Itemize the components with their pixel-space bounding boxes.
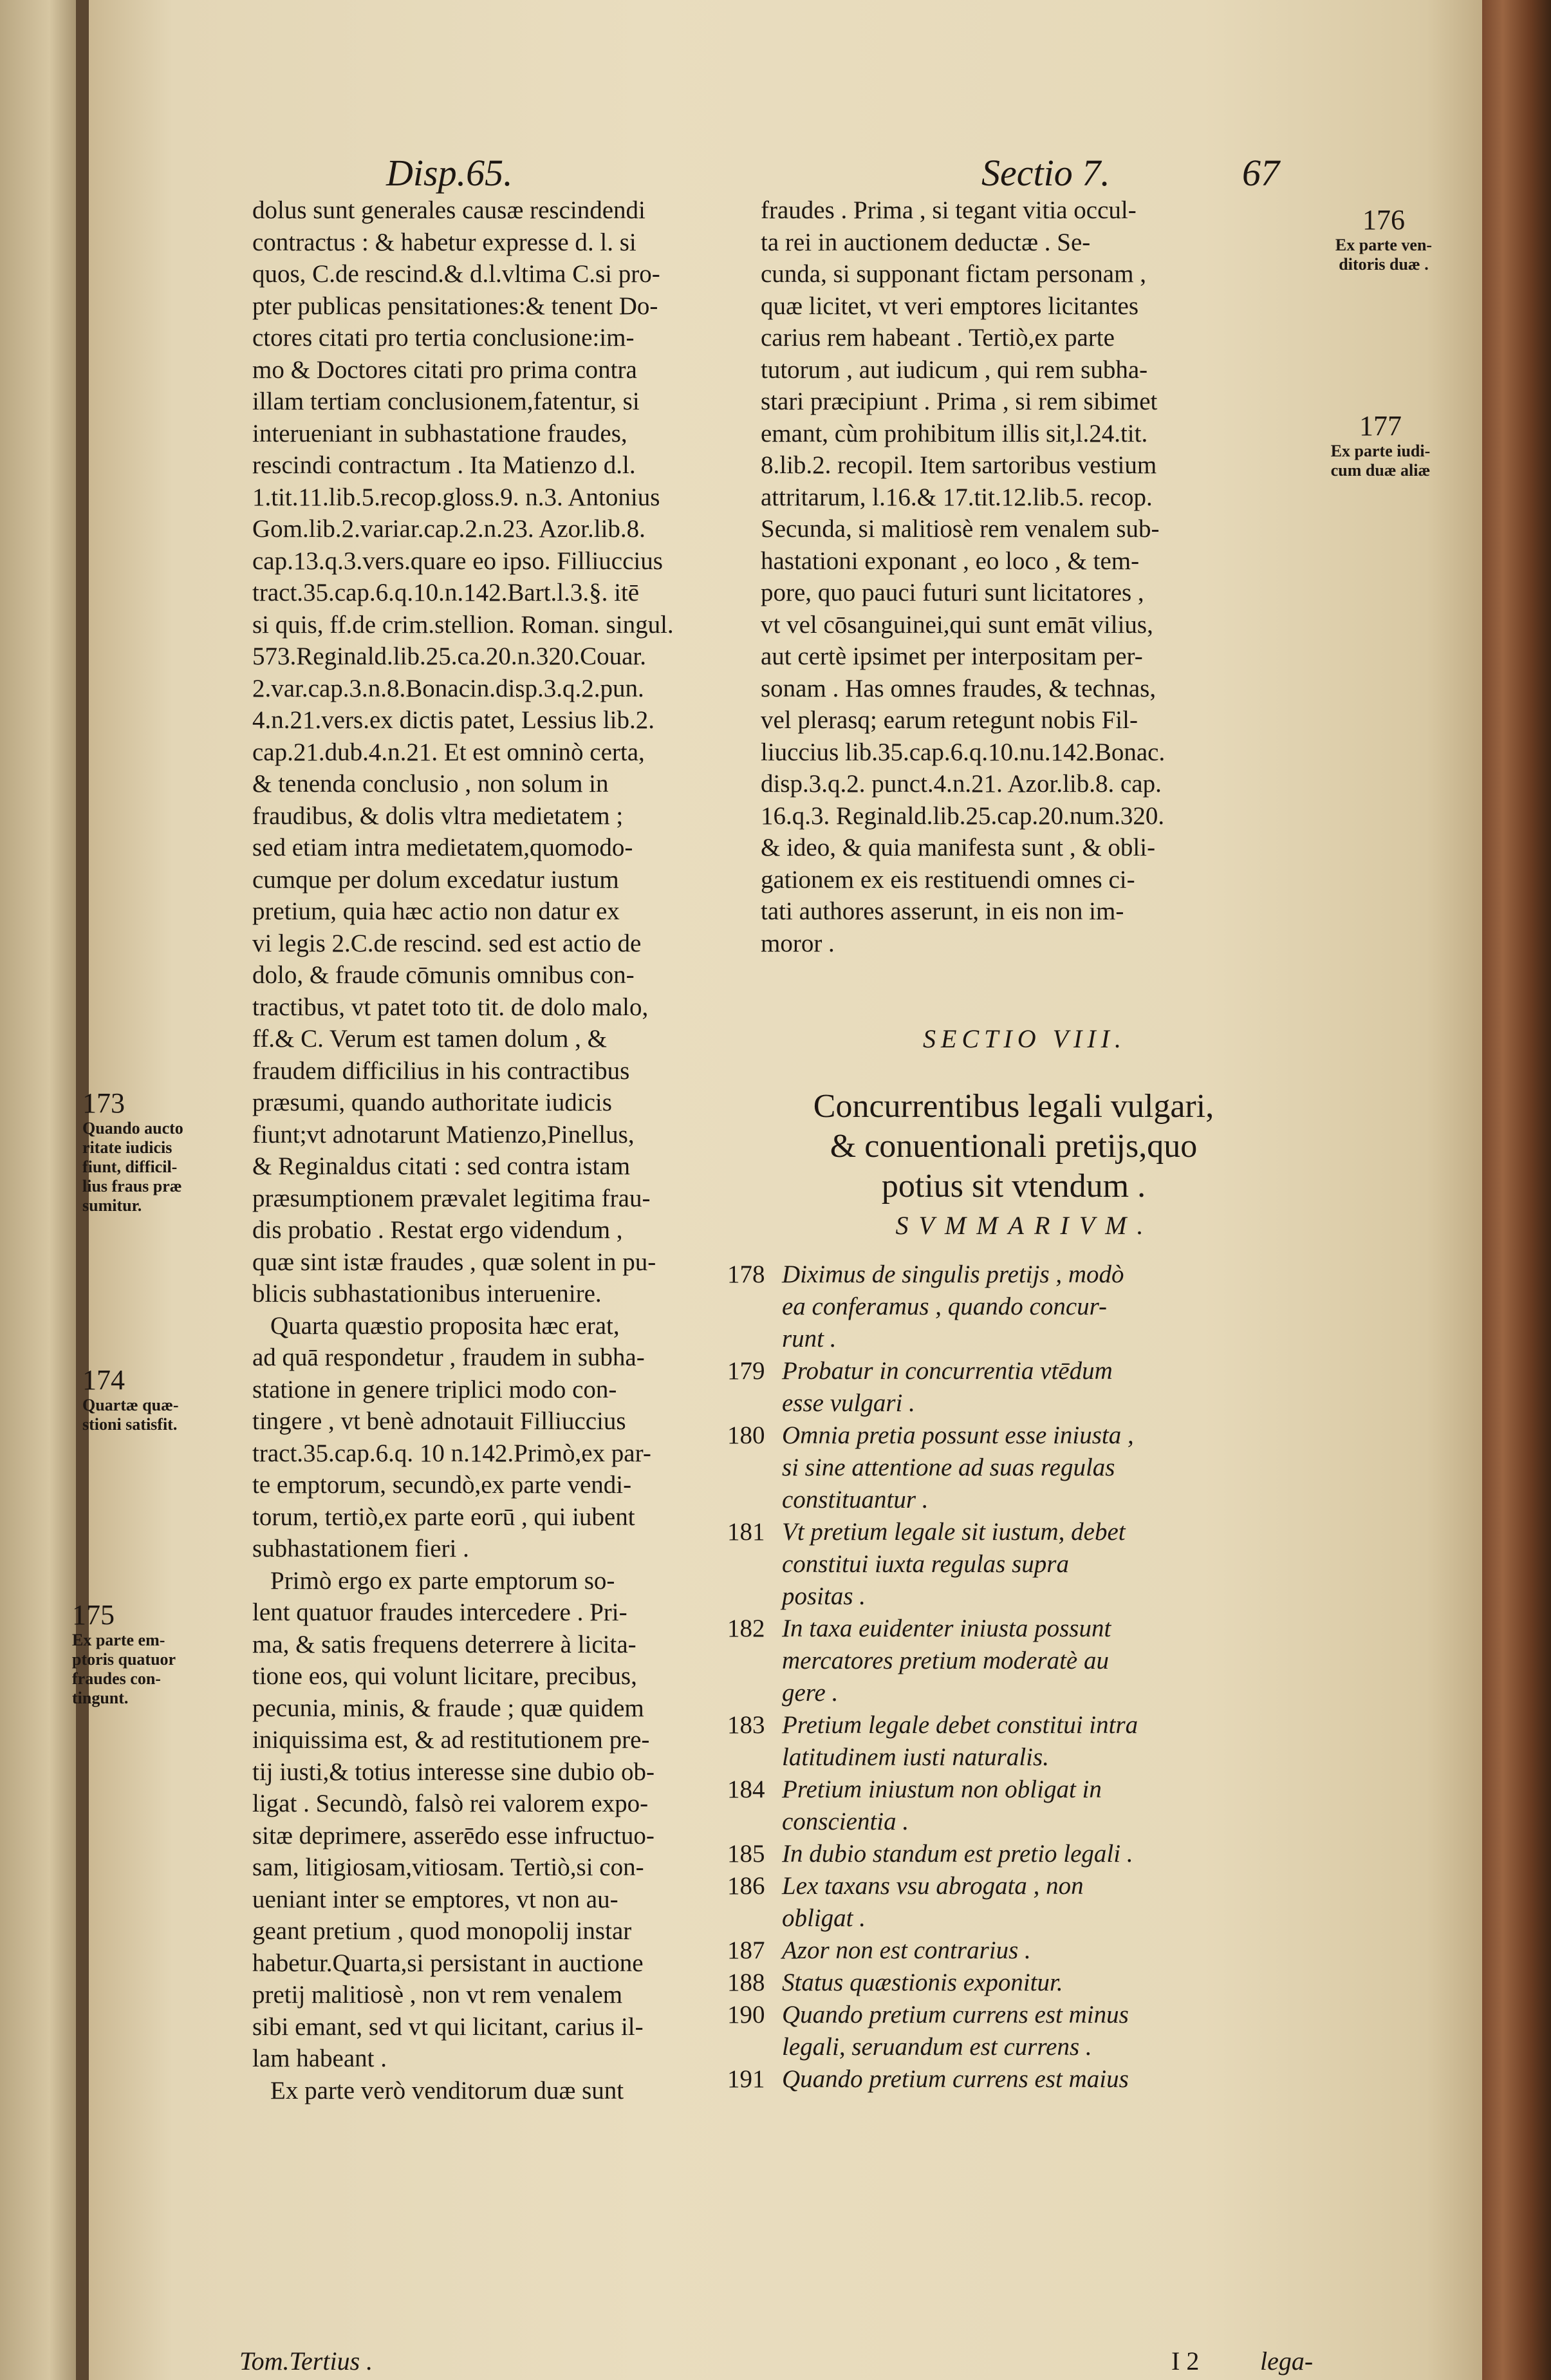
text-line: tingere , vt benè adnotauit Filliuccius <box>252 1407 626 1435</box>
text-line: cap.21.dub.4.n.21. Et est omninò certa, <box>252 738 645 766</box>
heading-line: & conuentionali pretijs,quo <box>830 1128 1198 1165</box>
text-line: tractibus, vt patet toto tit. de dolo malo, <box>252 993 649 1021</box>
text-line: vi legis 2.C.de rescind. sed est actio de <box>252 929 642 957</box>
margin-note-text: Ex parte iudi- cum duæ aliæ <box>1330 442 1431 480</box>
heading-line: Concurrentibus legali vulgari, <box>813 1088 1214 1125</box>
text-line: Gom.lib.2.variar.cap.2.n.23. Azor.lib.8. <box>252 515 645 543</box>
text-line: fraudibus, & dolis vltra medietatem ; <box>252 801 624 830</box>
summary-list <box>727 1259 1306 2095</box>
text-line: liuccius lib.35.cap.6.q.10.nu.142.Bonac. <box>761 738 1166 766</box>
summary-text: Omnia pretia possunt esse iniusta , si sine attentione ad suas regulas constituantur . <box>782 1421 1134 1513</box>
summary-text: Quando pretium currens est maius <box>782 2065 1129 2093</box>
text-line: mo & Doctores citati pro prima contra <box>252 355 637 384</box>
text-line: lent quatuor fraudes intercedere . Pri- <box>252 1598 627 1626</box>
summary-text: Lex taxans vsu abrogata , non obligat . <box>782 1872 1084 1932</box>
text-line: fiunt;vt adnotarunt Matienzo,Pinellus, <box>252 1120 635 1148</box>
text-line: dis probatio . Restat ergo videndum , <box>252 1216 623 1244</box>
text-line: cap.13.q.3.vers.quare eo ipso. Filliuccius <box>252 547 663 575</box>
text-line: statione in genere triplici modo con- <box>252 1375 617 1403</box>
text-line: tutorum , aut iudicum , qui rem subha- <box>761 355 1148 384</box>
text-line: ff.& C. Verum est tamen dolum , & <box>252 1025 608 1053</box>
text-line: sed etiam intra medietatem,quomodo- <box>252 834 633 861</box>
text-line: Primò ergo ex parte emptorum so- <box>270 1566 615 1595</box>
summary-number: 191 <box>727 2065 765 2093</box>
summary-text: Probatur in concurrentia vtēdum esse vulgari . <box>782 1357 1113 1417</box>
text-line: dolo, & fraude cōmunis omnibus con- <box>252 961 635 989</box>
text-line: ma, & satis frequens deterrere à licita- <box>252 1630 636 1658</box>
text-line: rescindi contractum . Ita Matienzo d.l. <box>252 451 636 479</box>
text-line: quos, C.de rescind.& d.l.vltima C.si pro- <box>252 260 660 288</box>
text-line: & tenenda conclusio , non solum in <box>252 770 609 798</box>
text-line: habetur.Quarta,si persistant in auctione <box>252 1949 644 1977</box>
page-number: 67 <box>1242 152 1279 194</box>
text-line: torum, tertiò,ex parte eorū , qui iubent <box>252 1503 635 1531</box>
text-line: emant, cùm prohibitum illis sit,l.24.tit. <box>761 419 1148 447</box>
text-line: sonam . Has omnes fraudes, & technas, <box>761 674 1156 702</box>
text-line: tione eos, qui volunt licitare, precibus, <box>252 1662 637 1690</box>
summary-number: 182 <box>727 1615 765 1642</box>
footer-volume: Tom.Tertius . <box>239 2347 373 2375</box>
heading-line: potius sit vtendum . <box>881 1168 1146 1204</box>
text-line: & Reginaldus citati : sed contra istam <box>252 1152 631 1180</box>
summary-number: 178 <box>727 1260 765 1288</box>
summary-item <box>727 1709 1306 1774</box>
summary-item <box>727 1774 1306 1838</box>
summary-text: Status quæstionis exponitur. <box>782 1969 1063 1996</box>
summary-title: SVMMARIVM. <box>895 1211 1154 1240</box>
text-line: cunda, si supponant fictam personam , <box>761 260 1146 288</box>
text-line: vt vel cōsanguinei,qui sunt emāt vilius, <box>761 610 1153 639</box>
summary-number: 184 <box>727 1776 765 1803</box>
summary-item <box>727 1935 1306 1967</box>
margin-note-text: Quartæ quæ- stioni satisfit. <box>82 1396 179 1434</box>
text-line: geant pretium , quod monopolij instar <box>252 1917 632 1945</box>
text-line: 8.lib.2. recopil. Item sartoribus vestium <box>761 451 1157 479</box>
text-line: 2.var.cap.3.n.8.Bonacin.disp.3.q.2.pun. <box>252 674 644 702</box>
text-line: gationem ex eis restituendi omnes ci- <box>761 865 1135 894</box>
summary-number: 183 <box>727 1711 765 1739</box>
margin-note-number: 177 <box>1359 410 1402 442</box>
summary-item <box>727 1967 1306 1999</box>
summary-number: 181 <box>727 1518 765 1546</box>
text-line: lam habeant . <box>252 2045 387 2072</box>
summary-text: Diximus de singulis pretijs , modò ea conferamus , quando concur- runt . <box>782 1260 1124 1353</box>
margin-note-text: Ex parte ven- ditoris duæ . <box>1335 236 1433 274</box>
text-line: tati authores asserunt, in eis non im- <box>761 897 1124 925</box>
summary-number: 190 <box>727 2001 765 2029</box>
text-line: præsumptionem prævalet legitima frau- <box>252 1184 651 1212</box>
text-line: pretij malitiosè , non vt rem venalem <box>252 1981 623 2009</box>
facing-page-edge <box>0 0 90 2380</box>
text-line: attritarum, l.16.& 17.tit.12.lib.5. recop. <box>761 483 1153 511</box>
text-line: præsumi, quando authoritate iudicis <box>252 1089 612 1116</box>
margin-note-176 <box>1300 205 1467 274</box>
summary-text: Azor non est contrarius . <box>782 1936 1031 1964</box>
summary-item <box>727 1259 1306 1355</box>
text-line: Ex parte verò venditorum duæ sunt <box>270 2076 624 2104</box>
text-line: stari præcipiunt . Prima , si rem sibimet <box>761 388 1158 415</box>
text-line: ligat . Secundò, falsò rei valorem expo- <box>252 1790 649 1817</box>
summary-text: Vt pretium legale sit iustum, debet constitui iuxta regulas supra positas . <box>782 1518 1126 1610</box>
summary-item <box>727 1838 1306 1870</box>
margin-note-text: Ex parte em- ptoris quatuor fraudes con- tingunt. <box>72 1631 176 1707</box>
summary-number: 180 <box>727 1421 765 1449</box>
text-line: sam, litigiosam,vitiosam. Tertiò,si con- <box>252 1853 644 1881</box>
text-line: sibi emant, sed vt qui licitant, carius il- <box>252 2012 644 2041</box>
text-line: cumque per dolum excedatur iustum <box>252 865 619 894</box>
text-line: ueniant inter se emptores, vt non au- <box>252 1885 618 1913</box>
summary-item <box>727 1420 1306 1516</box>
summary-number: 179 <box>727 1357 765 1385</box>
summary-text: In taxa euidenter iniusta possunt mercatores pretium moderatè au gere . <box>782 1615 1111 1707</box>
header-left: Disp.65. <box>386 152 513 194</box>
text-line: carius rem habeant . Tertiò,ex parte <box>761 324 1115 351</box>
text-line: si quis, ff.de crim.stellion. Roman. singul. <box>252 610 674 639</box>
section-title: SECTIO VIII. <box>923 1024 1126 1053</box>
text-line: interueniant in subhastatione fraudes, <box>252 419 627 447</box>
summary-item <box>727 1516 1306 1613</box>
margin-note-number: 175 <box>72 1599 115 1631</box>
margin-note-number: 176 <box>1362 204 1405 236</box>
summary-number: 187 <box>727 1936 765 1964</box>
margin-note-number: 174 <box>82 1364 125 1396</box>
margin-note-177 <box>1294 411 1467 480</box>
text-line: blicis subhastationibus interuenire. <box>252 1280 602 1307</box>
summary-item <box>727 1355 1306 1420</box>
text-line: & ideo, & quia manifesta sunt , & obli- <box>761 834 1156 861</box>
summary-text: Pretium iniustum non obligat in conscientia . <box>782 1776 1102 1835</box>
text-line: dolus sunt generales causæ rescindendi <box>252 196 645 224</box>
text-line: 573.Reginald.lib.25.ca.20.n.320.Couar. <box>252 642 647 670</box>
margin-note-175 <box>72 1600 181 1708</box>
text-line: pore, quo pauci futuri sunt licitatores , <box>761 579 1144 606</box>
text-line: aut certè ipsimet per interpositam per- <box>761 642 1143 670</box>
text-line: fraudes . Prima , si tegant vitia occul- <box>761 196 1137 224</box>
text-line: sitæ deprimere, asserēdo esse infructuo- <box>252 1821 655 1850</box>
margin-note-number: 173 <box>82 1087 125 1119</box>
text-line: tij iusti,& totius interesse sine dubio ob- <box>252 1757 655 1786</box>
right-text-column <box>761 194 1288 959</box>
margin-note-174 <box>82 1365 198 1434</box>
text-line: illam tertiam conclusionem,fatentur, si <box>252 388 640 415</box>
text-line: pecunia, minis, & fraude ; quæ quidem <box>252 1694 644 1722</box>
text-line: tract.35.cap.6.q. 10 n.142.Primò,ex par- <box>252 1439 651 1467</box>
text-line: quæ sint istæ fraudes , quæ solent in pu- <box>252 1248 656 1276</box>
text-line: fraudem difficilius in his contractibus <box>252 1056 630 1085</box>
text-line: Secunda, si malitiosè rem venalem sub- <box>761 515 1160 543</box>
text-line: ad quā respondetur , fraudem in subha- <box>252 1344 645 1371</box>
footer-catchword: lega- <box>1260 2347 1314 2375</box>
text-line: 16.q.3. Reginald.lib.25.cap.20.num.320. <box>761 801 1165 830</box>
text-line: 4.n.21.vers.ex dictis patet, Lessius lib.2. <box>252 706 655 734</box>
summary-text: Pretium legale debet constitui intra latitudinem iusti naturalis. <box>782 1711 1138 1771</box>
summary-text: Quando pretium currens est minus legali, seruandum est currens . <box>782 2001 1129 2061</box>
text-line: 1.tit.11.lib.5.recop.gloss.9. n.3. Antonius <box>252 483 660 511</box>
summary-number: 188 <box>727 1969 765 1996</box>
summary-item <box>727 2063 1306 2095</box>
text-line: hastationi exponant , eo loco , & tem- <box>761 547 1140 575</box>
text-line: subhastationem fieri . <box>252 1535 469 1562</box>
text-line: contractus : & habetur expresse d. l. si <box>252 228 636 256</box>
text-line: pretium, quia hæc actio non datur ex <box>252 897 620 925</box>
summary-item <box>727 1999 1306 2063</box>
summary-number: 185 <box>727 1840 765 1868</box>
text-line: tract.35.cap.6.q.10.n.142.Bart.l.3.§. itē <box>252 579 640 606</box>
text-line: moror . <box>761 929 835 957</box>
summary-number: 186 <box>727 1872 765 1900</box>
header-right: Sectio 7. <box>981 152 1110 194</box>
text-line: quæ licitet, vt veri emptores licitantes <box>761 292 1139 320</box>
margin-note-173 <box>82 1088 198 1215</box>
left-text-column <box>252 194 741 2106</box>
summary-item <box>727 1870 1306 1935</box>
text-line: disp.3.q.2. punct.4.n.21. Azor.lib.8. cap. <box>761 770 1162 798</box>
text-line: ta rei in auctionem deductæ . Se- <box>761 228 1091 256</box>
book-fore-edge <box>1482 0 1551 2380</box>
text-line: ctores citati pro tertia conclusione:im- <box>252 324 635 351</box>
text-line: Quarta quæstio proposita hæc erat, <box>270 1311 620 1340</box>
text-line: te emptorum, secundò,ex parte vendi- <box>252 1471 632 1499</box>
section-heading <box>734 1087 1294 1206</box>
text-line: pter publicas pensitationes:& tenent Do- <box>252 292 658 320</box>
footer-signature: I 2 <box>1171 2347 1200 2375</box>
text-line: iniquissima est, & ad restitutionem pre- <box>252 1726 650 1754</box>
margin-note-text: Quando aucto ritate iudicis fiunt, difficil- lius fraus præ sumitur. <box>82 1119 183 1215</box>
summary-text: In dubio standum est pretio legali . <box>782 1840 1133 1868</box>
text-line: vel plerasq; earum retegunt nobis Fil- <box>761 706 1138 734</box>
summary-item <box>727 1613 1306 1709</box>
